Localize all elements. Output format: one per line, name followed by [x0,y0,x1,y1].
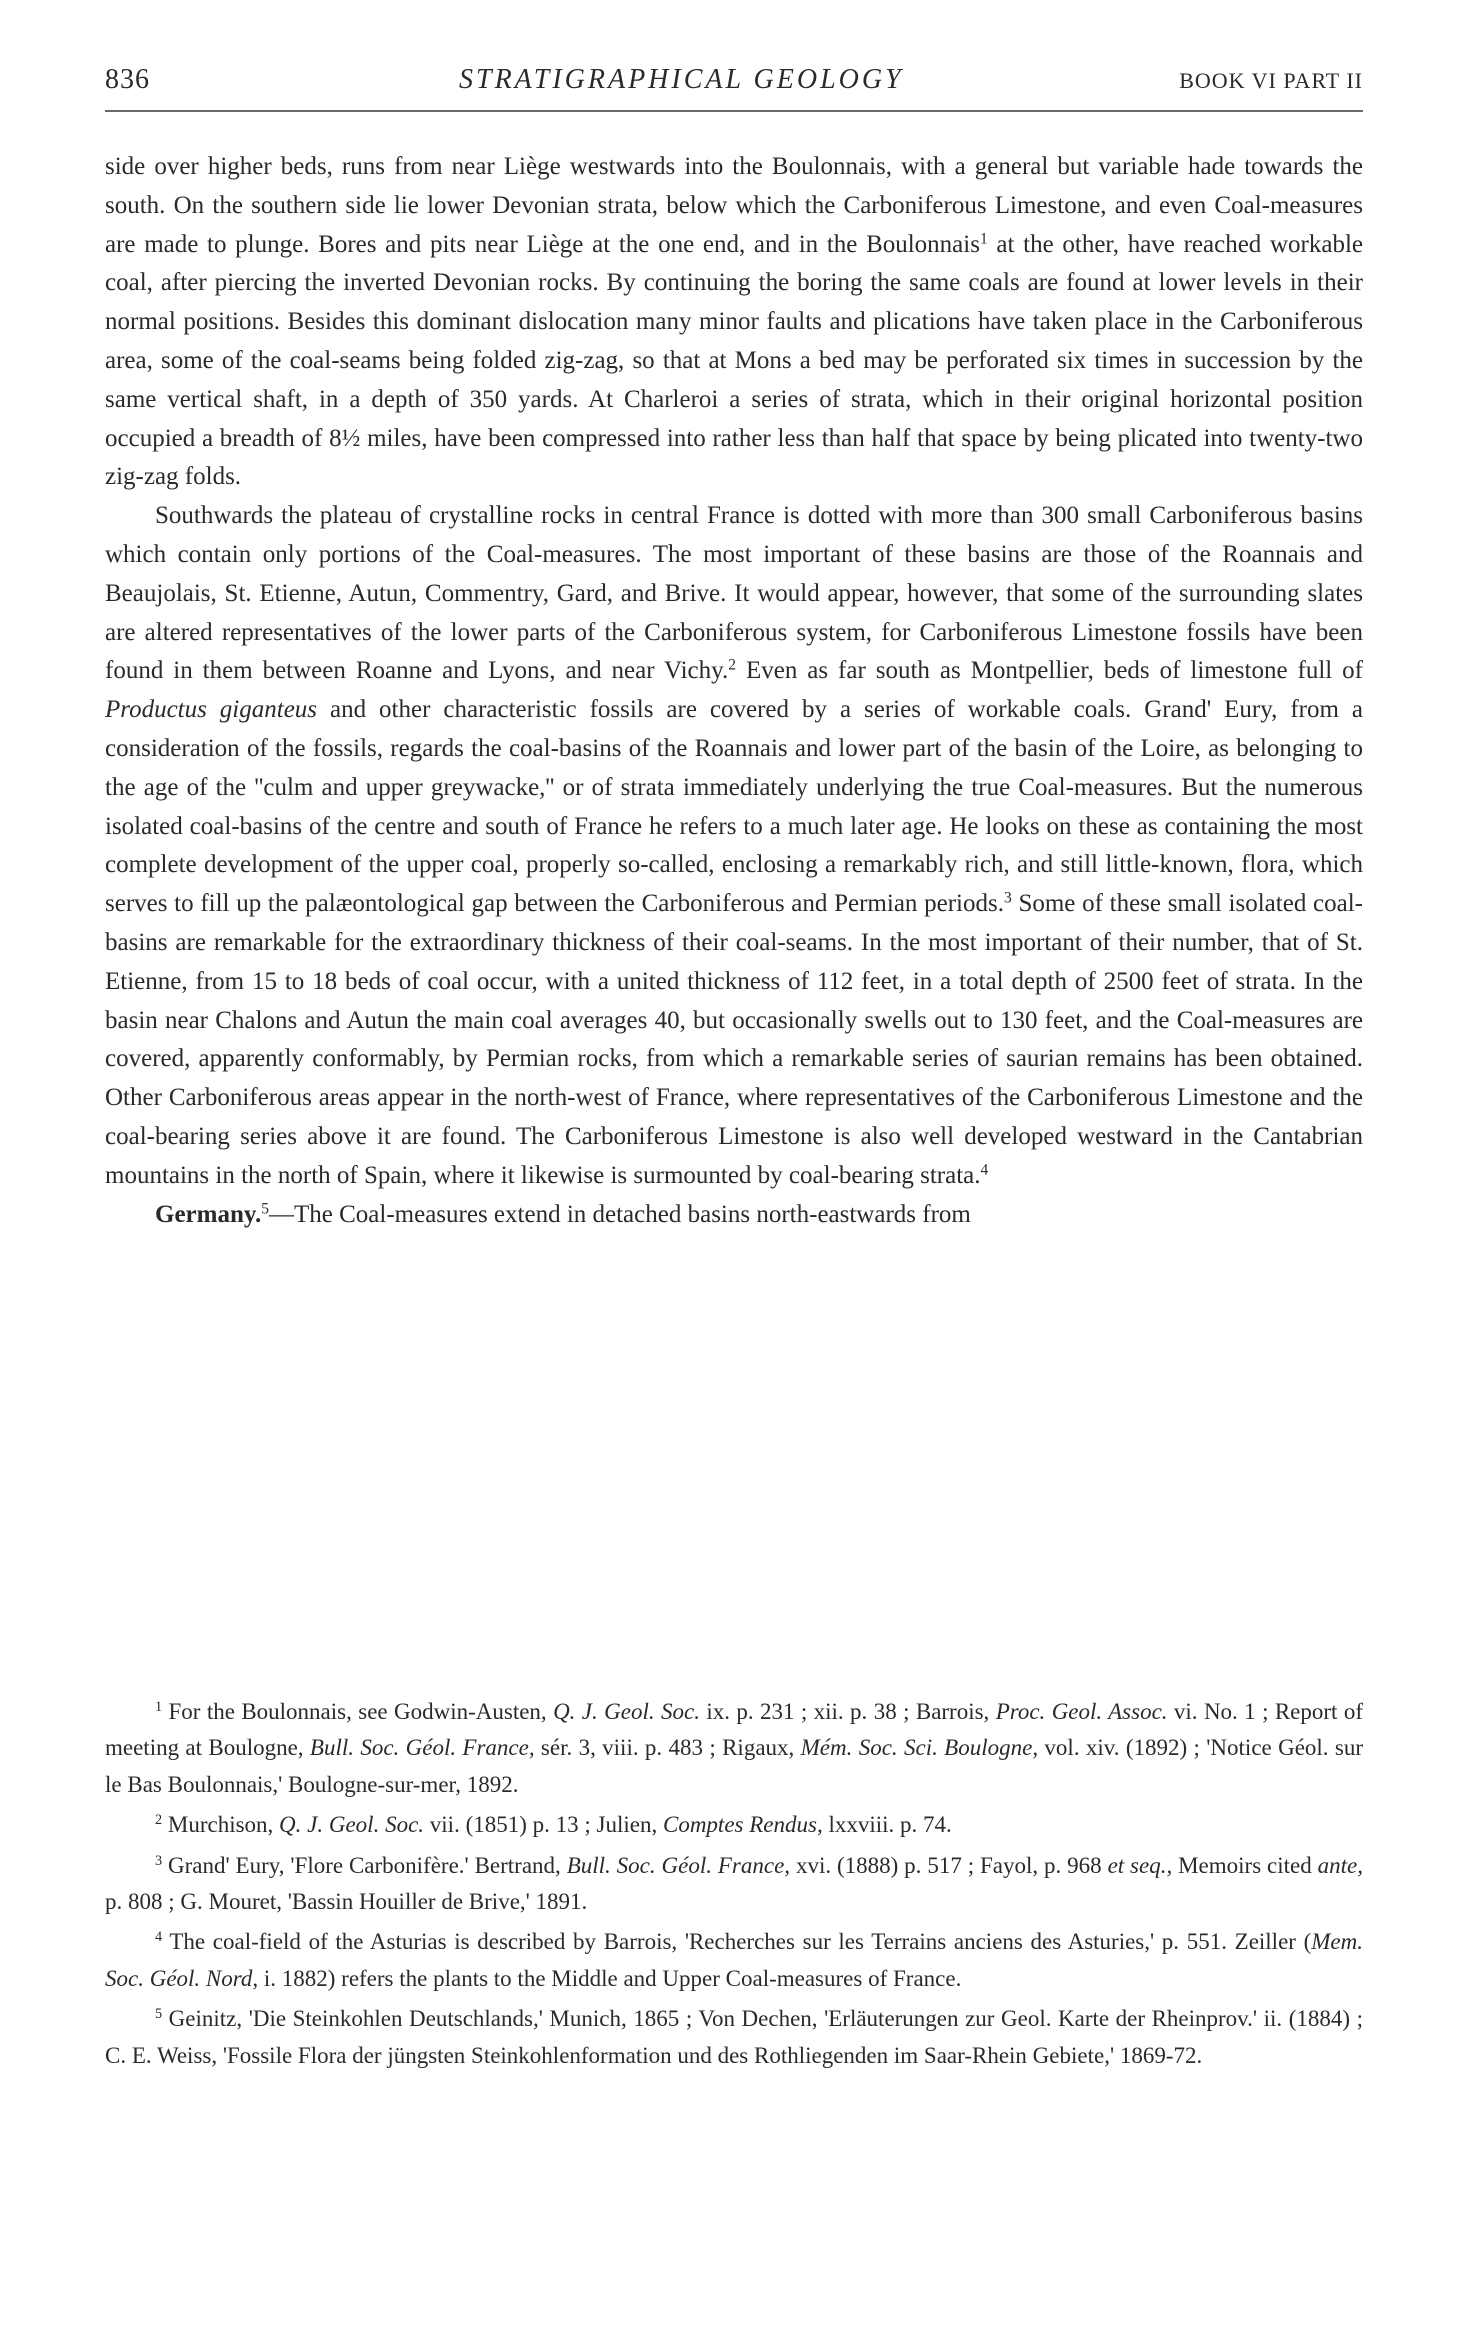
footnote-5: $^5$ Geinitz, 'Die Steinkohlen Deutschlands,' Munich, 1865 ; Von Dechen, 'Erläuterungen zur Geol. Karte der Rheinprov.' ii. (1884) ; C. E. Weiss, 'Fossile Flora der jüngsten Steinkohlenformation und des Rothliegenden im Saar-Rhein Gebiete,' 1869-72. [105,2006,1363,2068]
footnote-ref-4[interactable]: 4 [980,1161,989,1179]
footnote-ref-3[interactable]: 3 [1003,889,1012,907]
footnotes [105,1694,1363,2078]
footnote-1: $^1$ For the Boulonnais, see Godwin-Austen, Q. J. Geol. Soc. ix. p. 231 ; xii. p. 38 ; Barrois, Proc. Geol. Assoc. vi. No. 1 ; Report of meeting at Boulogne, Bull. Soc. Géol. France, sér. 3, viii. p. 483 ; Rigaux, Mém. Soc. Sci. Boulogne, vol. xiv. (1892) ; 'Notice Géol. sur le Bas Boulonnais,' Boulogne-sur-mer, 1892. [105,1699,1363,1797]
footnote-2: $^2$ Murchison, Q. J. Geol. Soc. vii. (1851) p. 13 ; Julien, Comptes Rendus, lxxviii. p. 74. [155,1812,952,1838]
running-title: STRATIGRAPHICAL GEOLOGY [459,64,904,95]
header-rule [105,110,1363,112]
section-heading-germany: Germany. [155,1200,262,1228]
footnote-4: $^4$ The coal-field of the Asturias is described by Barrois, 'Recherches sur les Terrains anciens des Asturies,' p. 551. Zeiller (Mem. Soc. Géol. Nord, i. 1882) refers the plants to the Middle and Upper Coal-measures of France. [105,1929,1363,1991]
paragraph-france: Southwards the plateau of crystalline rocks in central France is dotted with more than 300 small Carboniferous basins which contain only portions of the Coal-measures. The most important of these basins are those of the Roannais and Beaujolais, St. Etienne, Autun, Commentry, Gard, and Brive. It would appear, however, that some of the surrounding slates are altered representatives of the lower parts of the Carboniferous system, for Carboniferous Limestone fossils have been found in them between Roanne and Lyons, and near Vichy.$^2$ Even as far south as Montpellier, beds of limestone full of Productus giganteus and other characteristic fossils are covered by a series of workable coals. Grand' Eury, from a consideration of the fossils, regards the coal-basins of the Roannais and lower part of the basin of the Loire, as belonging to the age of the ''culm and upper greywacke,'' or of strata immediately underlying the true Coal-measures. But the numerous isolated coal-basins of the centre and south of France he refers to a much later age. He looks on these as containing the most complete development of the upper coal, properly so-called, enclosing a remarkably rich, and still little-known, flora, which serves to fill up the palæontological gap between the Carboniferous and Permian periods.$^3$ Some of these small isolated coal-basins are remarkable for the extraordinary thickness of their coal-seams. In the most important of their number, that of St. Etienne, from 15 to 18 beds of coal occur, with a united thickness of 112 feet, in a total depth of 2500 feet of strata. In the basin near Chalons and Autun the main coal averages 40, but occasionally swells out to 130 feet, and the Coal-measures are covered, apparently conformably, by Permian rocks, from which a remarkable series of saurian remains has been obtained. Other Carboniferous areas appear in the north-west of France, where representatives of the Carboniferous Limestone and the coal-bearing series above it are found. The Carboniferous Limestone is also well developed westward in the Cantabrian mountains in the north of Spain, where it likewise is surmounted by coal-bearing strata.$^4$ [105,502,1364,1189]
main-text [105,148,1363,1234]
book-part-label: BOOK VI PART II [1179,68,1363,93]
footnote-ref-2[interactable]: 2 [728,656,737,674]
running-header [105,64,1363,104]
footnote-ref-1[interactable]: 1 [979,230,988,248]
footnote-3: $^3$ Grand' Eury, 'Flore Carbonifère.' Bertrand, Bull. Soc. Géol. France, xvi. (1888) p. 517 ; Fayol, p. 968 et seq., Memoirs cited ante, p. 808 ; G. Mouret, 'Bassin Houiller de Brive,' 1891. [105,1852,1363,1915]
page-number: 836 [105,64,150,95]
species-name: Productus giganteus [105,696,318,724]
paragraph-germany: Germany.$^5$—The Coal-measures extend in detached basins north-eastwards from [155,1200,971,1228]
footnote-ref-5[interactable]: 5 [261,1200,269,1217]
paragraph-continuation: side over higher beds, runs from near Liège westwards into the Boulonnais, with a general but variable hade towards the south. On the southern side lie lower Devonian strata, below which the Carboniferous Limestone, and even Coal-measures are made to plunge. Bores and pits near Liège at the one end, and in the Boulonnais$^1$ at the other, have reached workable coal, after piercing the inverted Devonian rocks. By continuing the boring the same coals are found at lower levels in their normal positions. Besides this dominant dislocation many minor faults and plications have taken place in the Carboniferous area, some of the coal-seams being folded zig-zag, so that at Mons a bed may be perforated six times in succession by the same vertical shaft, in a depth of 350 yards. At Charleroi a series of strata, which in their original horizontal position occupied a breadth of 8½ miles, have been compressed into rather less than half that space by being plicated into twenty-two zig-zag folds. [105,153,1363,491]
